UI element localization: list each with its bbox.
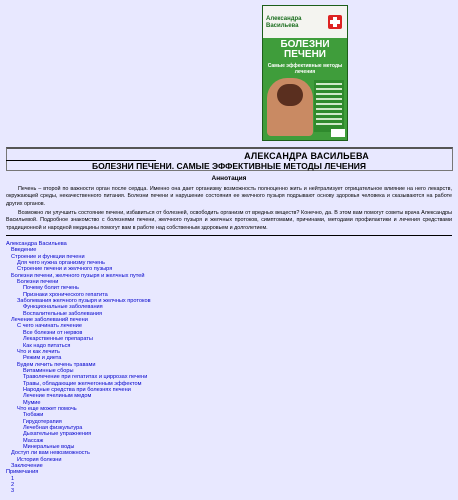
- divider: [6, 235, 452, 236]
- toc-link[interactable]: Строение и функции печени: [11, 253, 85, 260]
- annotation-heading: Аннотация: [211, 175, 247, 182]
- toc-link[interactable]: Функциональные заболевания: [23, 304, 103, 311]
- toc-link[interactable]: Лечение пчелиным медом: [23, 393, 92, 400]
- toc-link[interactable]: 2: [11, 482, 15, 489]
- toc-link[interactable]: Воспалительные заболевания: [23, 310, 103, 317]
- toc-link[interactable]: Народные средства при болезнях печени: [23, 386, 131, 393]
- toc-link[interactable]: Почему болит печень: [23, 285, 79, 292]
- toc-link[interactable]: Заболевания желчного пузыря и желчных протоков: [17, 298, 151, 305]
- toc-link[interactable]: Мумие: [23, 399, 41, 406]
- toc-link[interactable]: Тюбажи: [23, 412, 44, 419]
- toc-link[interactable]: Что еще может помочь: [17, 405, 77, 412]
- toc-link[interactable]: Гирудотерапия: [23, 418, 62, 425]
- toc-link[interactable]: Введение: [11, 247, 37, 254]
- toc-link[interactable]: Примечания: [6, 469, 39, 476]
- book-title: БОЛЕЗНИ ПЕЧЕНИ. САМЫЕ ЭФФЕКТИВНЫЕ МЕТОДЫ ЛЕЧЕНИЯ: [92, 161, 366, 171]
- toc-link[interactable]: Все болезни от нервов: [23, 329, 83, 336]
- toc-link[interactable]: 1: [11, 475, 15, 482]
- toc-link[interactable]: Для чего нужна организму печень: [17, 260, 105, 267]
- toc-link[interactable]: Болезни печени: [17, 279, 59, 286]
- toc-link[interactable]: 3: [11, 488, 15, 495]
- toc-link[interactable]: Как надо питаться: [23, 342, 71, 349]
- book-author: АЛЕКСАНДРА ВАСИЛЬЕВА: [244, 151, 369, 161]
- publisher-logo: [331, 129, 345, 137]
- toc-link[interactable]: Лечебная физкультура: [23, 424, 83, 431]
- toc-link[interactable]: Признаки хронического гепатита: [23, 291, 108, 298]
- annotation-paragraph-1: Печень – второй по важности орган после сердца. Именно она дает организму возможность полноценно жить и нейтрализует отрицательное влияние на него лекарств, окружающей среды, некачественного питания. Болезни печени и нарушение состояния ее желчного пузыря подрывают основу здоровья человека и сказываются на работе других органов.: [6, 186, 452, 207]
- cover-blurb: [314, 80, 344, 132]
- toc-link[interactable]: Будем лечить печень травами: [17, 361, 96, 368]
- toc-link[interactable]: Дыхательные упражнения: [23, 431, 92, 438]
- toc-link[interactable]: Траволечение при гепатитах и циррозах печени: [23, 374, 148, 381]
- toc-link[interactable]: История болезни: [17, 456, 62, 463]
- toc-link[interactable]: Витаминные сборы: [23, 367, 74, 374]
- toc-link[interactable]: Лечение заболеваний печени: [11, 317, 88, 324]
- table-of-contents: [6, 241, 151, 495]
- toc-link[interactable]: Что и как лечить: [17, 348, 60, 355]
- toc-link[interactable]: Болезни печени, желчного пузыря и желчных путей: [11, 272, 145, 279]
- toc-link[interactable]: Лекарственные препараты: [23, 336, 93, 343]
- toc-link[interactable]: Режим и диета: [23, 355, 62, 362]
- cover-photo: [267, 78, 313, 136]
- cover-title: БОЛЕЗНИ ПЕЧЕНИ: [280, 39, 330, 60]
- toc-link[interactable]: Александра Васильева: [6, 241, 67, 247]
- toc-link[interactable]: Заключение: [11, 463, 43, 470]
- cover-author: Александра Васильева: [266, 16, 302, 29]
- toc-link[interactable]: Минеральные воды: [23, 444, 75, 450]
- cover-subtitle: Самые эффективные методы лечения: [267, 63, 343, 75]
- toc-link[interactable]: Строение печени и желчного пузыря: [17, 266, 113, 273]
- book-cover: [262, 5, 348, 141]
- medical-cross-icon: [328, 15, 342, 29]
- toc-link[interactable]: Доступ ли вам невозможность: [11, 450, 90, 457]
- toc-link[interactable]: С чего начинать лечение: [17, 323, 82, 330]
- toc-link[interactable]: Массаж: [23, 437, 44, 444]
- toc-link[interactable]: Травы, обладающие желчегонным эффектом: [23, 380, 142, 387]
- annotation-paragraph-2: Возможно ли улучшить состояние печени, избавиться от болезней, освободить организм от вредных веществ? Конечно, да. В этом вам помогут советы врача Александры Васильевой. Подробное знакомство с болезнями печени, желчного пузыря и желчных протоков, симптомами, причинами, методами профилактики и лечения средствами традиционной и народной медицины помогут вам в работе над собственным здоровьем и долголетием.: [6, 210, 452, 231]
